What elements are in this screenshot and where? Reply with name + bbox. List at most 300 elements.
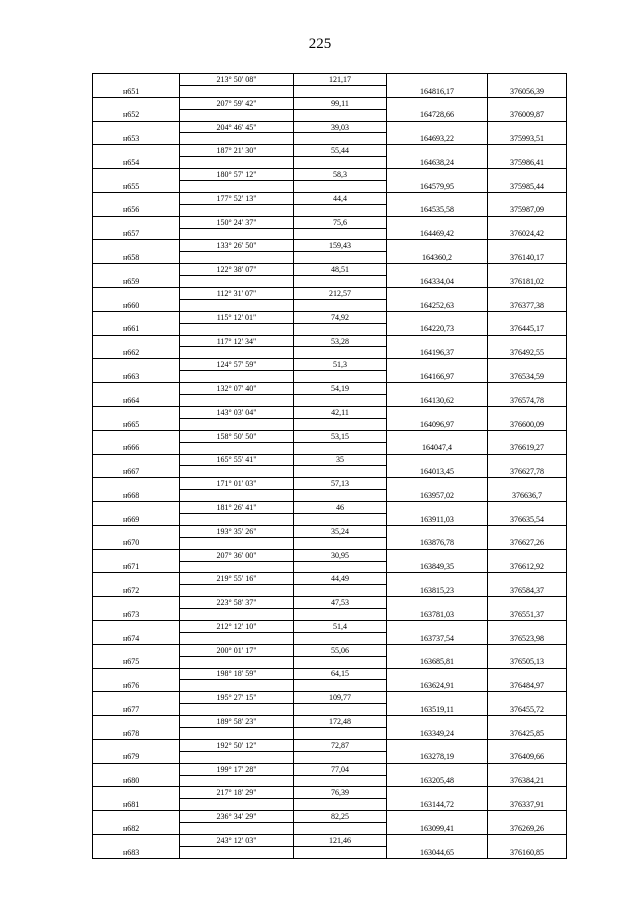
length-cell: 51,4	[294, 620, 387, 632]
y-cell	[488, 216, 567, 228]
x-cell	[387, 264, 488, 276]
length-cell	[294, 585, 387, 597]
x-cell	[387, 454, 488, 466]
y-cell: 376181,02	[488, 276, 567, 288]
length-cell	[294, 775, 387, 787]
segment-row	[93, 811, 567, 823]
x-cell: 164535,58	[387, 204, 488, 216]
segment-row	[93, 787, 567, 799]
length-cell: 48,51	[294, 264, 387, 276]
point-cell: н662	[93, 347, 180, 359]
y-cell	[488, 430, 567, 442]
y-cell	[488, 739, 567, 751]
point-cell: н661	[93, 323, 180, 335]
y-cell	[488, 169, 567, 181]
angle-cell	[180, 704, 294, 716]
point-cell: н683	[93, 846, 180, 858]
y-cell: 376635,54	[488, 513, 567, 525]
length-cell: 39,03	[294, 121, 387, 133]
segment-row	[93, 240, 567, 252]
length-cell: 55,06	[294, 644, 387, 656]
angle-cell: 132° 07' 40"	[180, 383, 294, 395]
x-cell: 163876,78	[387, 537, 488, 549]
angle-cell: 143° 03' 04"	[180, 406, 294, 418]
x-cell: 163737,54	[387, 632, 488, 644]
y-cell: 376455,72	[488, 704, 567, 716]
point-cell	[93, 169, 180, 181]
angle-cell: 219° 55' 16"	[180, 573, 294, 585]
length-cell	[294, 109, 387, 121]
segment-row	[93, 169, 567, 181]
point-cell	[93, 145, 180, 157]
point-cell	[93, 478, 180, 490]
angle-cell: 124° 57' 59"	[180, 359, 294, 371]
x-cell	[387, 288, 488, 300]
segment-row	[93, 739, 567, 751]
point-cell	[93, 121, 180, 133]
x-cell: 164130,62	[387, 395, 488, 407]
point-cell	[93, 430, 180, 442]
angle-cell: 243° 12' 03"	[180, 835, 294, 847]
y-cell	[488, 264, 567, 276]
point-cell	[93, 811, 180, 823]
angle-cell: 133° 26' 50"	[180, 240, 294, 252]
angle-cell	[180, 680, 294, 692]
angle-cell: 187° 21' 30"	[180, 145, 294, 157]
length-cell: 72,87	[294, 739, 387, 751]
point-cell	[93, 97, 180, 109]
length-cell	[294, 609, 387, 621]
angle-cell	[180, 371, 294, 383]
point-cell	[93, 240, 180, 252]
x-cell: 164166,97	[387, 371, 488, 383]
point-cell	[93, 620, 180, 632]
point-row	[93, 299, 567, 311]
y-cell	[488, 787, 567, 799]
y-cell: 375987,09	[488, 204, 567, 216]
segment-row	[93, 549, 567, 561]
x-cell: 163278,19	[387, 751, 488, 763]
y-cell	[488, 525, 567, 537]
angle-cell: 195° 27' 15"	[180, 692, 294, 704]
x-cell: 164816,17	[387, 85, 488, 97]
point-cell: н653	[93, 133, 180, 145]
point-cell	[93, 573, 180, 585]
y-cell	[488, 692, 567, 704]
y-cell: 376505,13	[488, 656, 567, 668]
angle-cell: 236° 34' 29"	[180, 811, 294, 823]
coordinates-table-body	[93, 74, 567, 859]
point-cell: н671	[93, 561, 180, 573]
point-row	[93, 323, 567, 335]
point-row	[93, 204, 567, 216]
y-cell	[488, 573, 567, 585]
angle-cell	[180, 323, 294, 335]
angle-cell: 158° 50' 50"	[180, 430, 294, 442]
x-cell	[387, 692, 488, 704]
x-cell: 164579,95	[387, 181, 488, 193]
point-row	[93, 347, 567, 359]
x-cell: 164220,73	[387, 323, 488, 335]
x-cell: 164638,24	[387, 157, 488, 169]
y-cell	[488, 121, 567, 133]
point-cell: н682	[93, 823, 180, 835]
length-cell	[294, 680, 387, 692]
length-cell: 47,53	[294, 597, 387, 609]
angle-cell: 181° 26' 41"	[180, 502, 294, 514]
point-cell	[93, 216, 180, 228]
x-cell: 163911,03	[387, 513, 488, 525]
x-cell	[387, 97, 488, 109]
angle-cell	[180, 347, 294, 359]
x-cell: 163624,91	[387, 680, 488, 692]
length-cell: 42,11	[294, 406, 387, 418]
y-cell	[488, 549, 567, 561]
angle-cell	[180, 395, 294, 407]
x-cell: 163519,11	[387, 704, 488, 716]
segment-row	[93, 264, 567, 276]
angle-cell	[180, 228, 294, 240]
point-row	[93, 751, 567, 763]
y-cell: 376056,39	[488, 85, 567, 97]
y-cell	[488, 97, 567, 109]
y-cell: 376574,78	[488, 395, 567, 407]
point-row	[93, 680, 567, 692]
y-cell: 376337,91	[488, 799, 567, 811]
angle-cell: 150° 24' 37"	[180, 216, 294, 228]
x-cell	[387, 216, 488, 228]
point-cell: н672	[93, 585, 180, 597]
y-cell	[488, 406, 567, 418]
segment-row	[93, 478, 567, 490]
length-cell: 30,95	[294, 549, 387, 561]
point-cell	[93, 668, 180, 680]
length-cell: 44,49	[294, 573, 387, 585]
point-row	[93, 395, 567, 407]
y-cell: 376160,85	[488, 846, 567, 858]
y-cell: 375985,44	[488, 181, 567, 193]
y-cell: 376636,7	[488, 490, 567, 502]
x-cell	[387, 835, 488, 847]
segment-row	[93, 668, 567, 680]
point-cell	[93, 454, 180, 466]
length-cell	[294, 85, 387, 97]
point-row	[93, 371, 567, 383]
length-cell	[294, 442, 387, 454]
point-cell: н656	[93, 204, 180, 216]
segment-row	[93, 216, 567, 228]
point-cell: н680	[93, 775, 180, 787]
point-cell	[93, 502, 180, 514]
y-cell: 376612,92	[488, 561, 567, 573]
length-cell	[294, 727, 387, 739]
angle-cell	[180, 656, 294, 668]
x-cell: 164196,37	[387, 347, 488, 359]
x-cell: 163815,23	[387, 585, 488, 597]
point-row	[93, 632, 567, 644]
length-cell: 44,4	[294, 192, 387, 204]
angle-cell: 180° 57' 12"	[180, 169, 294, 181]
angle-cell	[180, 775, 294, 787]
point-cell	[93, 692, 180, 704]
coordinates-table	[92, 73, 567, 859]
point-cell: н652	[93, 109, 180, 121]
point-cell	[93, 192, 180, 204]
point-cell: н660	[93, 299, 180, 311]
length-cell: 121,46	[294, 835, 387, 847]
point-row	[93, 775, 567, 787]
segment-row	[93, 573, 567, 585]
point-cell	[93, 311, 180, 323]
point-cell	[93, 74, 180, 86]
y-cell: 376269,26	[488, 823, 567, 835]
point-cell: н678	[93, 727, 180, 739]
length-cell	[294, 133, 387, 145]
angle-cell	[180, 846, 294, 858]
point-row	[93, 181, 567, 193]
length-cell: 64,15	[294, 668, 387, 680]
x-cell	[387, 311, 488, 323]
y-cell	[488, 359, 567, 371]
point-cell: н670	[93, 537, 180, 549]
y-cell	[488, 620, 567, 632]
y-cell	[488, 74, 567, 86]
y-cell: 376523,98	[488, 632, 567, 644]
x-cell	[387, 525, 488, 537]
x-cell	[387, 811, 488, 823]
point-cell	[93, 525, 180, 537]
angle-cell	[180, 585, 294, 597]
y-cell	[488, 811, 567, 823]
point-cell: н679	[93, 751, 180, 763]
angle-cell	[180, 632, 294, 644]
point-row	[93, 228, 567, 240]
point-cell: н664	[93, 395, 180, 407]
angle-cell	[180, 561, 294, 573]
length-cell	[294, 561, 387, 573]
point-row	[93, 85, 567, 97]
segment-row	[93, 359, 567, 371]
point-cell	[93, 549, 180, 561]
y-cell: 376627,26	[488, 537, 567, 549]
segment-row	[93, 97, 567, 109]
x-cell	[387, 739, 488, 751]
segment-row	[93, 288, 567, 300]
point-cell: н651	[93, 85, 180, 97]
x-cell	[387, 335, 488, 347]
angle-cell	[180, 418, 294, 430]
length-cell	[294, 537, 387, 549]
length-cell	[294, 323, 387, 335]
y-cell	[488, 668, 567, 680]
point-cell: н659	[93, 276, 180, 288]
point-row	[93, 823, 567, 835]
point-cell: н676	[93, 680, 180, 692]
x-cell	[387, 620, 488, 632]
length-cell	[294, 656, 387, 668]
length-cell	[294, 299, 387, 311]
length-cell: 57,13	[294, 478, 387, 490]
length-cell	[294, 204, 387, 216]
segment-row	[93, 597, 567, 609]
point-cell	[93, 383, 180, 395]
length-cell	[294, 823, 387, 835]
point-cell: н674	[93, 632, 180, 644]
segment-row	[93, 74, 567, 86]
y-cell	[488, 763, 567, 775]
x-cell	[387, 383, 488, 395]
length-cell	[294, 513, 387, 525]
point-cell: н677	[93, 704, 180, 716]
length-cell	[294, 846, 387, 858]
y-cell: 376009,87	[488, 109, 567, 121]
angle-cell	[180, 513, 294, 525]
length-cell	[294, 704, 387, 716]
segment-row	[93, 763, 567, 775]
angle-cell	[180, 490, 294, 502]
length-cell: 74,92	[294, 311, 387, 323]
length-cell: 53,28	[294, 335, 387, 347]
y-cell: 376409,66	[488, 751, 567, 763]
y-cell	[488, 716, 567, 728]
length-cell: 77,04	[294, 763, 387, 775]
length-cell: 109,77	[294, 692, 387, 704]
x-cell	[387, 763, 488, 775]
point-cell: н666	[93, 442, 180, 454]
angle-cell: 212° 12' 10"	[180, 620, 294, 632]
angle-cell: 171° 01' 03"	[180, 478, 294, 490]
segment-row	[93, 406, 567, 418]
y-cell: 375993,51	[488, 133, 567, 145]
point-cell	[93, 288, 180, 300]
point-cell: н681	[93, 799, 180, 811]
point-cell: н654	[93, 157, 180, 169]
point-row	[93, 585, 567, 597]
y-cell: 376492,55	[488, 347, 567, 359]
point-row	[93, 727, 567, 739]
point-cell: н668	[93, 490, 180, 502]
angle-cell	[180, 537, 294, 549]
y-cell: 376377,38	[488, 299, 567, 311]
x-cell: 163349,24	[387, 727, 488, 739]
segment-row	[93, 145, 567, 157]
y-cell	[488, 454, 567, 466]
length-cell: 51,3	[294, 359, 387, 371]
x-cell: 163044,65	[387, 846, 488, 858]
page-number: 225	[308, 36, 332, 52]
length-cell: 159,43	[294, 240, 387, 252]
segment-row	[93, 835, 567, 847]
x-cell	[387, 668, 488, 680]
angle-cell: 165° 55' 41"	[180, 454, 294, 466]
x-cell	[387, 169, 488, 181]
point-cell	[93, 763, 180, 775]
x-cell	[387, 502, 488, 514]
angle-cell: 192° 50' 12"	[180, 739, 294, 751]
x-cell: 163781,03	[387, 609, 488, 621]
point-cell	[93, 359, 180, 371]
point-cell	[93, 787, 180, 799]
x-cell	[387, 597, 488, 609]
angle-cell	[180, 276, 294, 288]
segment-row	[93, 383, 567, 395]
length-cell: 75,6	[294, 216, 387, 228]
length-cell: 55,44	[294, 145, 387, 157]
y-cell	[488, 192, 567, 204]
x-cell	[387, 430, 488, 442]
angle-cell: 198° 18' 59"	[180, 668, 294, 680]
length-cell	[294, 799, 387, 811]
angle-cell	[180, 823, 294, 835]
point-row	[93, 466, 567, 478]
point-cell	[93, 406, 180, 418]
angle-cell: 200° 01' 17"	[180, 644, 294, 656]
segment-row	[93, 430, 567, 442]
point-cell: н657	[93, 228, 180, 240]
point-cell: н658	[93, 252, 180, 264]
point-cell	[93, 597, 180, 609]
point-cell: н663	[93, 371, 180, 383]
y-cell	[488, 644, 567, 656]
angle-cell	[180, 609, 294, 621]
length-cell	[294, 632, 387, 644]
segment-row	[93, 454, 567, 466]
segment-row	[93, 525, 567, 537]
point-row	[93, 609, 567, 621]
point-row	[93, 157, 567, 169]
y-cell	[488, 240, 567, 252]
x-cell	[387, 145, 488, 157]
y-cell: 376600,09	[488, 418, 567, 430]
y-cell	[488, 311, 567, 323]
x-cell: 164693,22	[387, 133, 488, 145]
point-cell	[93, 716, 180, 728]
length-cell: 82,25	[294, 811, 387, 823]
x-cell	[387, 192, 488, 204]
length-cell: 212,57	[294, 288, 387, 300]
point-row	[93, 513, 567, 525]
y-cell: 376140,17	[488, 252, 567, 264]
length-cell	[294, 751, 387, 763]
length-cell	[294, 418, 387, 430]
angle-cell	[180, 727, 294, 739]
segment-row	[93, 502, 567, 514]
angle-cell: 193° 35' 26"	[180, 525, 294, 537]
y-cell: 376024,42	[488, 228, 567, 240]
x-cell	[387, 406, 488, 418]
y-cell: 376584,37	[488, 585, 567, 597]
x-cell: 163685,81	[387, 656, 488, 668]
angle-cell: 112° 31' 07"	[180, 288, 294, 300]
point-row	[93, 846, 567, 858]
y-cell: 376534,59	[488, 371, 567, 383]
angle-cell	[180, 466, 294, 478]
point-row	[93, 133, 567, 145]
point-row	[93, 799, 567, 811]
y-cell: 376619,27	[488, 442, 567, 454]
point-row	[93, 656, 567, 668]
angle-cell	[180, 109, 294, 121]
segment-row	[93, 192, 567, 204]
point-cell: н667	[93, 466, 180, 478]
angle-cell	[180, 799, 294, 811]
length-cell: 46	[294, 502, 387, 514]
segment-row	[93, 692, 567, 704]
x-cell	[387, 478, 488, 490]
angle-cell: 207° 59' 42"	[180, 97, 294, 109]
x-cell: 164728,66	[387, 109, 488, 121]
x-cell: 163099,41	[387, 823, 488, 835]
